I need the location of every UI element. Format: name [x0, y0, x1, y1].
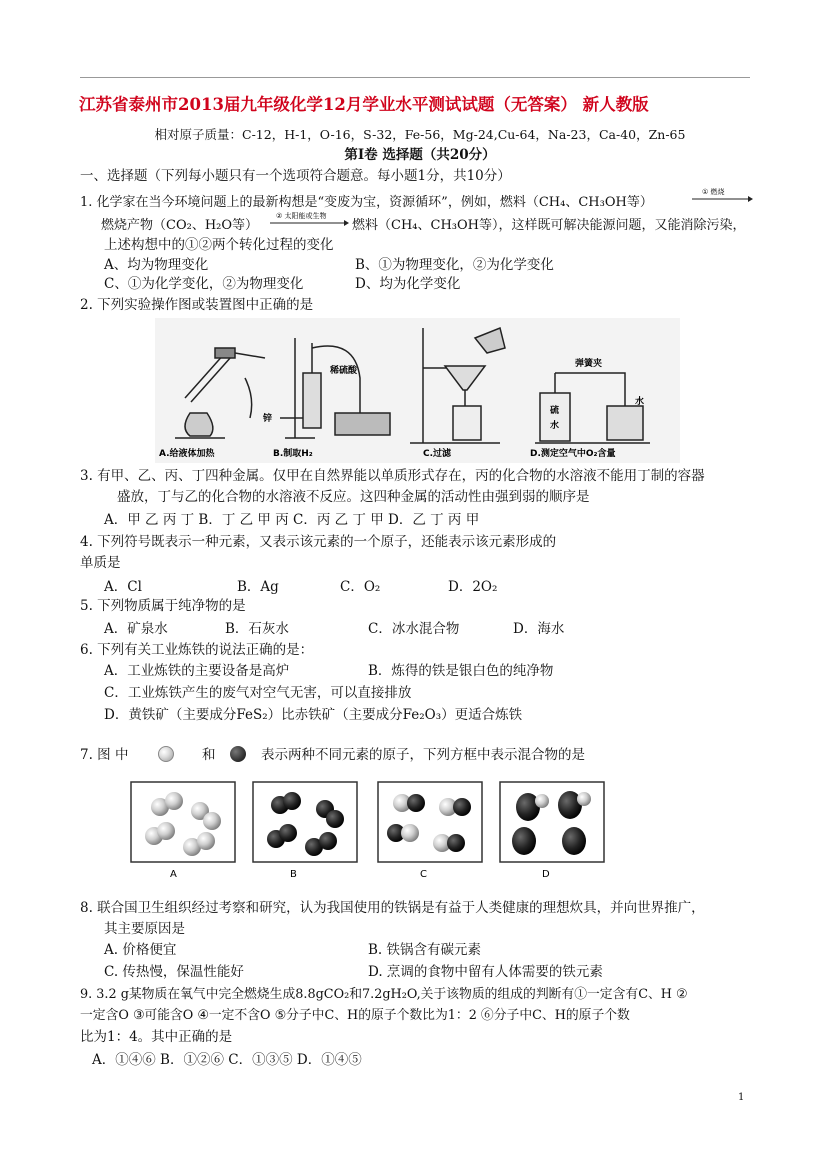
q4-option-a: A．Cl — [104, 579, 142, 595]
q5-option-a: A．矿泉水 — [104, 621, 168, 637]
q1-line2a: 燃烧产物（CO₂、H₂O等） — [101, 218, 259, 233]
q4-line1: 4. 下列符号既表示一种元素，又表示该元素的一个原子，还能表示该元素形成的 — [80, 534, 557, 550]
q3-line1: 3. 有甲、乙、丙、丁四种金属。仅甲在自然界能以单质形式存在，丙的化合物的水溶液不能用丁制的容器 — [80, 468, 705, 484]
page-title: 江苏省泰州市2013届九年级化学12月学业水平测试试题（无答案） 新人教版 — [79, 95, 649, 114]
q7-suffix: 表示两种不同元素的原子，下列方框中表示混合物的是 — [261, 747, 585, 763]
q9-line2: 一定含O ③可能含O ④一定不含O ⑤分子中C、H的原子个数比为1：2 ⑥分子中C、H的原子个数 — [80, 1008, 630, 1023]
q7-molecule-boxes — [130, 781, 605, 881]
q5-option-b: B．石灰水 — [225, 621, 289, 637]
q2-inner-sulfur: 硫 — [550, 406, 560, 416]
box-c — [378, 782, 482, 862]
q2-apparatus-figure — [155, 318, 680, 463]
part-one-heading: 一、选择题（下列每小题只有一个选项符合题意。每小题1分，共10分） — [80, 168, 511, 184]
q4-option-c: C．O₂ — [340, 579, 381, 595]
q6-option-c: C．工业炼铁产生的废气对空气无害，可以直接排放 — [104, 685, 412, 701]
q1-option-b: B、①为物理变化，②为化学变化 — [355, 257, 554, 273]
q1-arrow1-label: ① 燃烧 — [702, 188, 725, 196]
q6-option-d: D．黄铁矿（主要成分FeS₂）比赤铁矿（主要成分Fe₂O₃）更适合炼铁 — [104, 707, 523, 723]
q1-option-c: C、①为化学变化，②为物理变化 — [104, 276, 304, 292]
q8-option-b: B. 铁锅含有碳元素 — [368, 942, 482, 958]
q4-option-d: D．2O₂ — [448, 579, 498, 595]
q8-option-a: A. 价格便宜 — [104, 942, 177, 958]
q8-option-d: D. 烹调的食物中留有人体需要的铁元素 — [368, 964, 603, 980]
q6-option-a: A．工业炼铁的主要设备是高炉 — [104, 663, 290, 679]
q7-prefix: 7. 图 中 — [80, 747, 129, 763]
q2-inner-clamp: 弹簧夹 — [575, 359, 603, 369]
q9-options: A．①④⑥ B．①②⑥ C．①③⑤ D．①④⑤ — [92, 1052, 362, 1068]
q6-option-b: B．炼得的铁是银白色的纯净物 — [368, 663, 554, 679]
q5-text: 5. 下列物质属于纯净物的是 — [80, 598, 246, 614]
q2-label-b: B.制取H₂ — [273, 449, 313, 459]
q4-option-b: B．Ag — [237, 579, 279, 595]
box-label-a: A — [170, 869, 177, 880]
section-title: 第Ⅰ卷 选择题（共20分） — [344, 147, 496, 163]
q4-line2: 单质是 — [80, 555, 121, 571]
q2-inner-water2: 水 — [635, 397, 645, 407]
q9-line3: 比为1：4。其中正确的是 — [80, 1029, 233, 1045]
q2-inner-xiliusuan: 稀硫酸 — [330, 366, 358, 376]
q2-label-d: D.测定空气中O₂含量 — [530, 449, 616, 459]
atomic-masses: 相对原子质量：C-12，H-1，O-16，S-32，Fe-56，Mg-24,Cu-64，Na-23，Ca-40，Zn-65 — [154, 127, 686, 142]
q8-option-c: C. 传热慢，保温性能好 — [104, 964, 244, 980]
q6-text: 6. 下列有关工业炼铁的说法正确的是： — [80, 642, 314, 658]
q3-options: A．甲 乙 丙 丁 B．丁 乙 甲 丙 C．丙 乙 丁 甲 D．乙 丁 丙 甲 — [104, 512, 480, 528]
q5-option-c: C．冰水混合物 — [368, 621, 460, 637]
q1-arrow2-label: ② 太阳能或生物 — [276, 212, 327, 220]
q1-option-a: A、均为物理变化 — [104, 257, 209, 273]
q5-option-d: D．海水 — [513, 621, 565, 637]
q8-line1: 8. 联合国卫生组织经过考察和研究，认为我国使用的铁锅是有益于人类健康的理想炊具，并向世界推广， — [80, 900, 705, 916]
box-label-b: B — [290, 869, 297, 880]
page-number: 1 — [738, 1092, 745, 1103]
q3-line2: 盛放，丁与乙的化合物的水溶液不反应。这四种金属的活动性由强到弱的顺序是 — [117, 489, 590, 505]
light-atom-icon — [158, 746, 174, 762]
q1-option-d: D、均为化学变化 — [355, 276, 461, 292]
q2-label-a: A.给液体加热 — [159, 449, 215, 459]
q2-inner-zinc: 锌 — [263, 414, 273, 424]
dark-atom-icon — [230, 746, 246, 762]
q9-line1: 9. 3.2 g某物质在氧气中完全燃烧生成8.8gCO₂和7.2gH₂O,关于该物质的组成的判断有①一定含有C、H ② — [80, 987, 688, 1002]
q1-line3: 上述构想中的①②两个转化过程的变化 — [104, 237, 334, 253]
q2-inner-water1: 水 — [550, 421, 560, 431]
box-label-d: D — [542, 869, 550, 880]
q1-arrow-2 — [268, 210, 350, 232]
q1-line1: 1. 化学家在当今环境问题上的最新构想是“变废为宝，资源循环”，例如，燃料（CH₄、CH₃OH等） — [80, 195, 653, 210]
q1-arrow-1 — [690, 186, 754, 208]
q2-text: 2. 下列实验操作图或装置图中正确的是 — [80, 297, 314, 313]
q7-and: 和 — [202, 747, 216, 763]
box-label-c: C — [420, 869, 427, 880]
q1-line2b: 燃料（CH₄、CH₃OH等），这样既可解决能源问题，又能消除污染， — [352, 218, 746, 233]
header-rule — [80, 77, 750, 78]
q2-label-c: C.过滤 — [423, 449, 452, 459]
q8-line2: 其主要原因是 — [104, 921, 185, 937]
